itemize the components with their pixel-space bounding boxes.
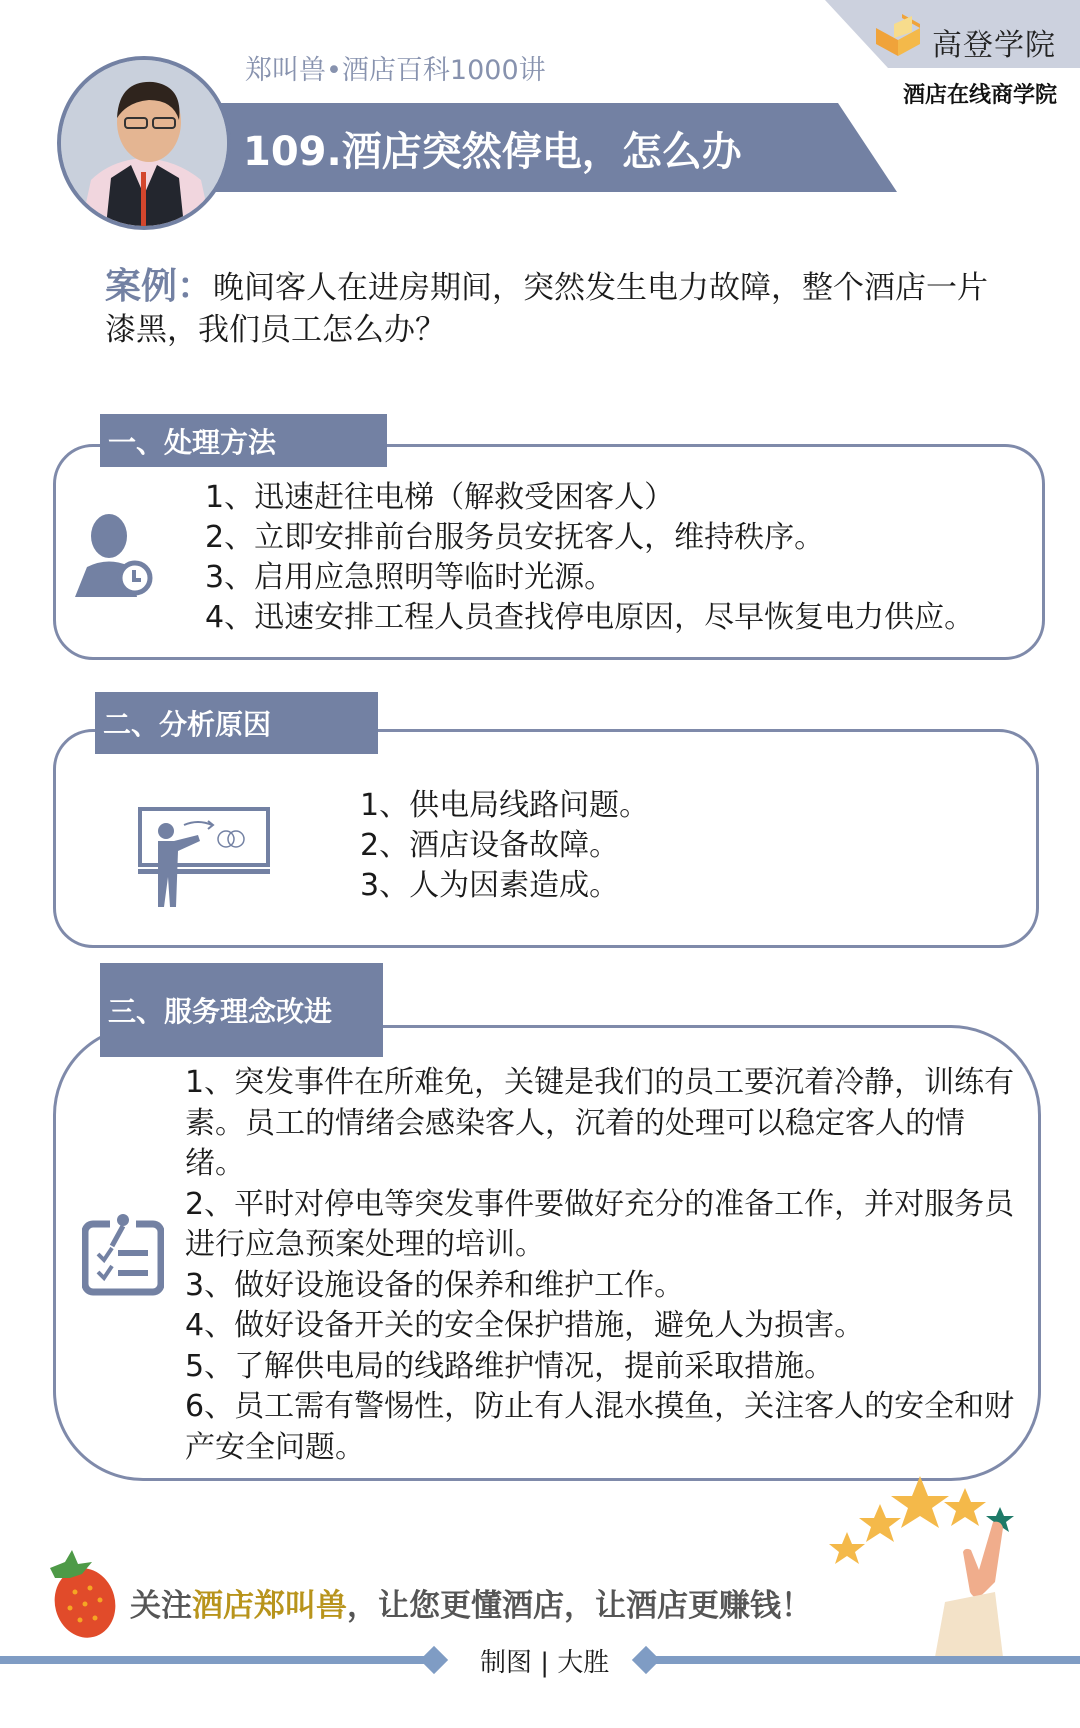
- clipboard-checklist-icon: [82, 1212, 164, 1296]
- case-text: 晚间客人在进房期间，突然发生电力故障，整个酒店一片漆黑，我们员工怎么办？: [105, 270, 989, 348]
- footer-credit: 制图 | 大胜: [480, 1648, 610, 1678]
- list-item: 1、迅速赶往电梯（解救受困客人）: [205, 480, 675, 515]
- list-item: 2、酒店设备故障。: [360, 828, 620, 863]
- section-causes-title: 二、分析原因: [95, 692, 378, 754]
- list-item: 2、立即安排前台服务员安抚客人，维持秩序。: [205, 520, 825, 555]
- list-item: 3、启用应急照明等临时光源。: [205, 560, 615, 595]
- footer-slogan: [130, 1580, 812, 1625]
- slogan-highlight: 酒店郑叫兽: [192, 1588, 347, 1624]
- list-item: 5、了解供电局的线路维护情况，提前采取措施。: [185, 1348, 835, 1384]
- list-item: 1、突发事件在所难免，关键是我们的员工要沉着冷静，训练有素。员工的情绪会感染客人，沉着的处理可以稳定客人的情绪。: [185, 1065, 1015, 1181]
- footer-divider-right: [646, 1656, 1080, 1664]
- list-item: 3、做好设施设备的保养和维护工作。: [185, 1267, 685, 1303]
- avatar: [57, 56, 231, 230]
- footer-divider-left: [0, 1656, 432, 1664]
- list-item: 2、平时对停电等突发事件要做好充分的准备工作，并对服务员进行应急预案处理的培训。: [185, 1186, 1015, 1262]
- list-item: 4、做好设备开关的安全保护措施，避免人为损害。: [185, 1308, 865, 1343]
- improvement-list: [185, 1063, 1015, 1468]
- case-description: [105, 266, 1005, 351]
- list-item: 6、员工需有警惕性，防止有人混水摸鱼，关注客人的安全和财产安全问题。: [185, 1389, 1015, 1465]
- logo-subtitle: 酒店在线商学院: [903, 83, 1058, 108]
- logo-cube-icon: [872, 10, 924, 56]
- presenter-whiteboard-icon: [138, 807, 270, 911]
- section-handling-title: 一、处理方法: [100, 414, 387, 467]
- strawberry-icon: [40, 1548, 120, 1640]
- diamond-left-icon: [420, 1646, 448, 1674]
- list-item: 1、供电局线路问题。: [360, 788, 650, 823]
- case-label: 案例：: [105, 266, 214, 307]
- list-item: 4、迅速安排工程人员查找停电原因，尽早恢复电力供应。: [205, 600, 975, 635]
- slogan-suffix: ，让您更懂酒店，让酒店更赚钱！: [347, 1588, 812, 1624]
- series-title: 郑叫兽•酒店百科1000讲: [245, 55, 546, 86]
- causes-list: [360, 786, 649, 906]
- person-clock-icon: [75, 512, 155, 602]
- list-item: 3、人为因素造成。: [360, 868, 620, 903]
- handling-list: [205, 478, 974, 638]
- logo-name: 高登学院: [932, 28, 1056, 63]
- page-title: 109.酒店突然停电，怎么办: [243, 129, 742, 175]
- rating-stars-hand-icon: [825, 1452, 1025, 1657]
- slogan-prefix: 关注: [130, 1588, 192, 1624]
- section-improvement-title: 三、服务理念改进: [100, 963, 383, 1057]
- presenter-photo-icon: [61, 60, 227, 226]
